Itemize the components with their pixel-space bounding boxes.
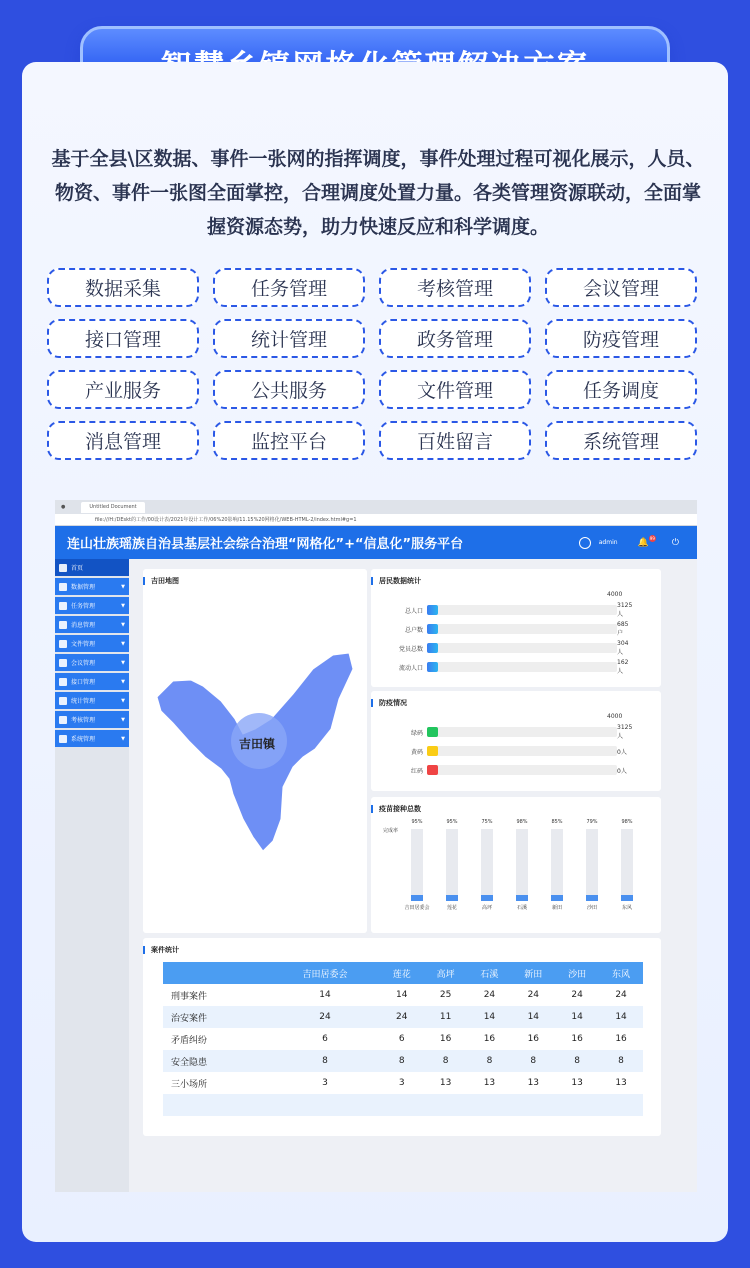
vaccine-bar xyxy=(411,829,423,901)
vaccine-panel xyxy=(371,797,661,933)
menu-icon xyxy=(59,659,67,667)
browser-tab[interactable]: Untitled Document xyxy=(81,502,144,513)
vaccine-column xyxy=(619,819,635,911)
sidebar-item[interactable] xyxy=(55,616,129,633)
stat-label: 党员总数 xyxy=(398,645,423,653)
epidemic-max: 4000 xyxy=(607,713,623,720)
stat-bar-fill xyxy=(427,624,438,634)
stat-value: 0人 xyxy=(617,748,627,756)
stat-value: 3125人 xyxy=(617,602,633,618)
module-button[interactable]: 政务管理 xyxy=(379,319,531,358)
table-cell: 16 xyxy=(483,1034,496,1044)
resident-stat-row xyxy=(391,659,631,675)
table-cell: 刑事案件 xyxy=(171,991,208,1002)
table-cell: 三小场所 xyxy=(171,1079,208,1090)
module-grid xyxy=(47,268,697,460)
table-cell: 16 xyxy=(439,1034,452,1044)
module-button[interactable]: 文件管理 xyxy=(379,370,531,409)
address-bar[interactable]: file:///H:/DEskt的工作/00设计表/2021年设计工作/06%20影响/11.15%20网格化/WEB-HTML-2/index.html#g=1 xyxy=(55,514,697,526)
app-screenshot xyxy=(55,500,697,1192)
user-avatar-icon[interactable] xyxy=(579,537,591,549)
column-header: 东风 xyxy=(599,962,643,984)
browser-logo-icon: ● xyxy=(61,504,66,510)
column-header: 莲花 xyxy=(380,962,424,984)
stat-bar-fill xyxy=(427,643,438,653)
sidebar-item[interactable] xyxy=(55,635,129,652)
vaccine-name: 高坪 xyxy=(481,905,492,911)
table-row xyxy=(163,1028,643,1050)
sidebar-item-label: 统计管理 xyxy=(71,698,96,705)
table-cell: 3 xyxy=(398,1078,405,1088)
notification-badge: 99 xyxy=(649,536,655,541)
map-title: 吉田地图 xyxy=(143,577,367,585)
intro-text: 基于全县\区数据、事件一张网的指挥调度，事件处理过程可视化展示，人员、物资、事件一张图全面掌控，合理调度处置力量。各类管理资源联动，全面掌握资源态势，助力快速反应和科学调度。 xyxy=(51,148,705,238)
stat-bar-fill xyxy=(427,662,438,672)
vaccine-name: 沙田 xyxy=(586,905,597,911)
epidemic-stat-row xyxy=(391,765,631,775)
stat-bar-fill xyxy=(427,605,438,615)
stat-bar xyxy=(427,624,617,634)
vaccine-bar xyxy=(446,829,458,901)
table-cell: 14 xyxy=(511,1006,555,1028)
vaccine-bar xyxy=(621,829,633,901)
table-cell: 8 xyxy=(511,1050,555,1072)
stat-value: 304人 xyxy=(617,640,629,656)
user-name[interactable]: admin xyxy=(598,539,618,546)
table-cell: 13 xyxy=(439,1078,452,1088)
cases-title: 案件统计 xyxy=(143,946,661,954)
stat-bar-fill xyxy=(427,727,438,737)
module-button[interactable]: 任务调度 xyxy=(545,370,697,409)
vaccine-name: 新田 xyxy=(551,905,562,911)
vaccine-column xyxy=(479,819,495,911)
epidemic-stat-row xyxy=(391,746,631,756)
vaccine-bar xyxy=(586,829,598,901)
table-cell: 治安案件 xyxy=(163,1006,270,1028)
rate-label: 完成率 xyxy=(383,828,399,834)
module-button[interactable]: 接口管理 xyxy=(47,319,199,358)
table-cell: 25 xyxy=(439,990,452,1000)
chevron-down-icon: ▼ xyxy=(121,697,125,704)
vaccine-column xyxy=(404,819,430,911)
table-cell: 14 xyxy=(395,990,408,1000)
vaccine-name: 吉田居委会 xyxy=(404,905,430,911)
epidemic-panel xyxy=(371,691,661,791)
vaccine-column xyxy=(444,819,460,911)
browser-tabbar xyxy=(55,500,697,514)
menu-icon xyxy=(59,640,67,648)
menu-icon xyxy=(59,735,67,743)
table-row xyxy=(163,984,643,1006)
stat-bar-fill xyxy=(427,765,438,775)
table-cell: 8 xyxy=(380,1050,424,1072)
module-button[interactable]: 产业服务 xyxy=(47,370,199,409)
stat-label: 红码 xyxy=(410,767,423,775)
sidebar-item-label: 接口管理 xyxy=(71,679,96,686)
menu-icon xyxy=(59,602,67,610)
chevron-down-icon: ▼ xyxy=(121,678,125,685)
chevron-down-icon: ▼ xyxy=(121,716,125,723)
chevron-down-icon: ▼ xyxy=(121,621,125,628)
stat-bar xyxy=(427,605,617,615)
chevron-down-icon: ▼ xyxy=(121,735,125,742)
stat-bar xyxy=(427,727,617,737)
table-cell: 13 xyxy=(483,1078,496,1088)
table-cell: 8 xyxy=(468,1050,512,1072)
vaccine-bar-fill xyxy=(551,895,563,901)
vaccine-bar-fill xyxy=(446,895,458,901)
table-row xyxy=(163,1050,643,1072)
sidebar-item[interactable] xyxy=(55,597,129,614)
module-button[interactable]: 百姓留言 xyxy=(379,421,531,460)
stat-label: 黄码 xyxy=(410,748,423,756)
sidebar-item-label: 数据管理 xyxy=(71,584,96,591)
table-cell: 14 xyxy=(319,990,331,1000)
vaccine-bar-fill xyxy=(411,895,423,901)
stat-value: 162人 xyxy=(617,659,629,675)
sidebar-item[interactable] xyxy=(55,559,129,576)
vaccine-bar xyxy=(481,829,493,901)
table-cell: 24 xyxy=(527,990,540,1000)
table-cell: 8 xyxy=(270,1050,380,1072)
table-cell: 安全隐患 xyxy=(163,1050,270,1072)
residents-panel xyxy=(371,569,661,687)
table-cell: 11 xyxy=(424,1006,468,1028)
module-button[interactable]: 考核管理 xyxy=(379,268,531,307)
table-cell: 16 xyxy=(615,1034,627,1044)
module-button[interactable]: 系统管理 xyxy=(545,421,697,460)
menu-icon xyxy=(59,583,67,591)
vaccine-name: 莲花 xyxy=(446,905,457,911)
epidemic-title: 防疫情况 xyxy=(371,699,661,707)
stat-bar xyxy=(427,662,617,672)
vaccine-pct: 95% xyxy=(446,819,458,825)
column-header: 新田 xyxy=(511,962,555,984)
vaccine-pct: 98% xyxy=(516,819,528,825)
stat-label: 总人口 xyxy=(404,607,423,615)
stat-label: 绿码 xyxy=(410,729,423,737)
table-cell: 14 xyxy=(468,1006,512,1028)
vaccine-bar-fill xyxy=(586,895,598,901)
bell-icon[interactable]: 🔔 xyxy=(637,537,649,548)
table-cell: 14 xyxy=(555,1006,599,1028)
vaccine-bar-fill xyxy=(481,895,493,901)
module-button[interactable]: 数据采集 xyxy=(47,268,199,307)
stat-value: 0人 xyxy=(617,767,627,775)
vaccine-column xyxy=(549,819,565,911)
table-cell: 16 xyxy=(571,1034,583,1044)
module-button[interactable]: 公共服务 xyxy=(213,370,365,409)
menu-icon xyxy=(59,621,67,629)
menu-icon xyxy=(59,716,67,724)
stat-value: 3125人 xyxy=(617,724,633,740)
table-cell: 6 xyxy=(398,1034,405,1044)
power-icon[interactable]: ⏻ xyxy=(671,537,679,548)
chevron-down-icon: ▼ xyxy=(121,602,125,609)
stat-bar-fill xyxy=(427,746,438,756)
sidebar-item-label: 首页 xyxy=(71,565,84,572)
table-cell: 6 xyxy=(322,1034,328,1044)
module-button[interactable]: 监控平台 xyxy=(213,421,365,460)
vaccine-pct: 85% xyxy=(551,819,563,825)
column-header xyxy=(163,962,270,984)
table-empty-row xyxy=(163,1094,643,1116)
vaccine-pct: 95% xyxy=(411,819,423,825)
vaccine-pct: 75% xyxy=(481,819,493,825)
table-cell: 8 xyxy=(555,1050,599,1072)
vaccine-title: 疫苗接种总数 xyxy=(371,805,661,813)
sidebar-item-label: 文件管理 xyxy=(71,641,96,648)
column-header: 高坪 xyxy=(424,962,468,984)
stat-bar xyxy=(427,643,617,653)
table-cell: 8 xyxy=(599,1050,643,1072)
table-cell: 13 xyxy=(571,1078,583,1088)
column-header: 沙田 xyxy=(555,962,599,984)
epidemic-stat-row xyxy=(391,724,633,740)
module-button[interactable]: 消息管理 xyxy=(47,421,199,460)
app-header xyxy=(55,526,697,559)
sidebar-item-label: 系统管理 xyxy=(71,736,96,743)
table-cell: 8 xyxy=(424,1050,468,1072)
module-button[interactable]: 统计管理 xyxy=(213,319,365,358)
stat-value: 685户 xyxy=(617,621,629,637)
table-cell: 13 xyxy=(615,1078,627,1088)
sidebar-item[interactable] xyxy=(55,578,129,595)
resident-stat-row xyxy=(391,602,633,618)
table-cell: 14 xyxy=(599,1006,643,1028)
map-panel xyxy=(143,569,367,933)
vaccine-bar xyxy=(516,829,528,901)
vaccine-bar xyxy=(551,829,563,901)
module-button[interactable]: 任务管理 xyxy=(213,268,365,307)
cases-table xyxy=(163,962,643,1116)
table-cell: 24 xyxy=(380,1006,424,1028)
module-button[interactable]: 会议管理 xyxy=(545,268,697,307)
map-svg[interactable] xyxy=(143,589,367,929)
resident-stat-row xyxy=(391,621,631,637)
sidebar xyxy=(55,559,129,1192)
cases-panel xyxy=(143,938,661,1136)
sidebar-item-label: 消息管理 xyxy=(71,622,96,629)
sidebar-item-label: 考核管理 xyxy=(71,717,96,724)
table-cell: 24 xyxy=(270,1006,380,1028)
chevron-down-icon: ▼ xyxy=(121,583,125,590)
residents-title: 居民数据统计 xyxy=(371,577,661,585)
town-label: 吉田镇 xyxy=(239,737,276,751)
table-cell: 24 xyxy=(615,990,627,1000)
table-cell: 3 xyxy=(322,1078,328,1088)
app-title: 连山壮族瑶族自治县基层社会综合治理“网格化”+“信息化”服务平台 xyxy=(67,537,464,552)
sidebar-item[interactable] xyxy=(55,730,129,747)
vaccine-bar-fill xyxy=(621,895,633,901)
vaccine-bar-fill xyxy=(516,895,528,901)
menu-icon xyxy=(59,697,67,705)
sidebar-item[interactable] xyxy=(55,654,129,671)
vaccine-column xyxy=(584,819,600,911)
table-cell: 24 xyxy=(483,990,496,1000)
menu-icon xyxy=(59,678,67,686)
column-header: 石溪 xyxy=(468,962,512,984)
vaccine-pct: 79% xyxy=(586,819,598,825)
table-cell xyxy=(163,1094,643,1116)
stat-label: 总户数 xyxy=(404,626,423,634)
stat-bar xyxy=(427,746,617,756)
sidebar-item[interactable] xyxy=(55,673,129,690)
table-row xyxy=(163,1006,643,1028)
resident-stat-row xyxy=(391,640,631,656)
vaccine-name: 东风 xyxy=(621,905,632,911)
chevron-down-icon: ▼ xyxy=(121,659,125,666)
sidebar-item-label: 任务管理 xyxy=(71,603,96,610)
sidebar-item[interactable] xyxy=(55,711,129,728)
sidebar-item[interactable] xyxy=(55,692,129,709)
table-header-row xyxy=(163,962,643,984)
table-row xyxy=(163,1072,643,1094)
table-cell: 13 xyxy=(527,1078,540,1088)
table-cell: 16 xyxy=(527,1034,540,1044)
table-cell: 24 xyxy=(571,990,583,1000)
sidebar-item-label: 会议管理 xyxy=(71,660,96,667)
vaccine-column xyxy=(514,819,530,911)
chevron-down-icon: ▼ xyxy=(121,640,125,647)
menu-icon xyxy=(59,564,67,572)
vaccine-pct: 98% xyxy=(621,819,633,825)
stat-bar xyxy=(427,765,617,775)
stat-label: 流动人口 xyxy=(398,664,423,672)
module-button[interactable]: 防疫管理 xyxy=(545,319,697,358)
column-header: 吉田居委会 xyxy=(270,962,380,984)
table-cell: 矛盾纠纷 xyxy=(171,1035,208,1046)
residents-max: 4000 xyxy=(607,591,623,598)
vaccine-name: 石溪 xyxy=(516,905,527,911)
